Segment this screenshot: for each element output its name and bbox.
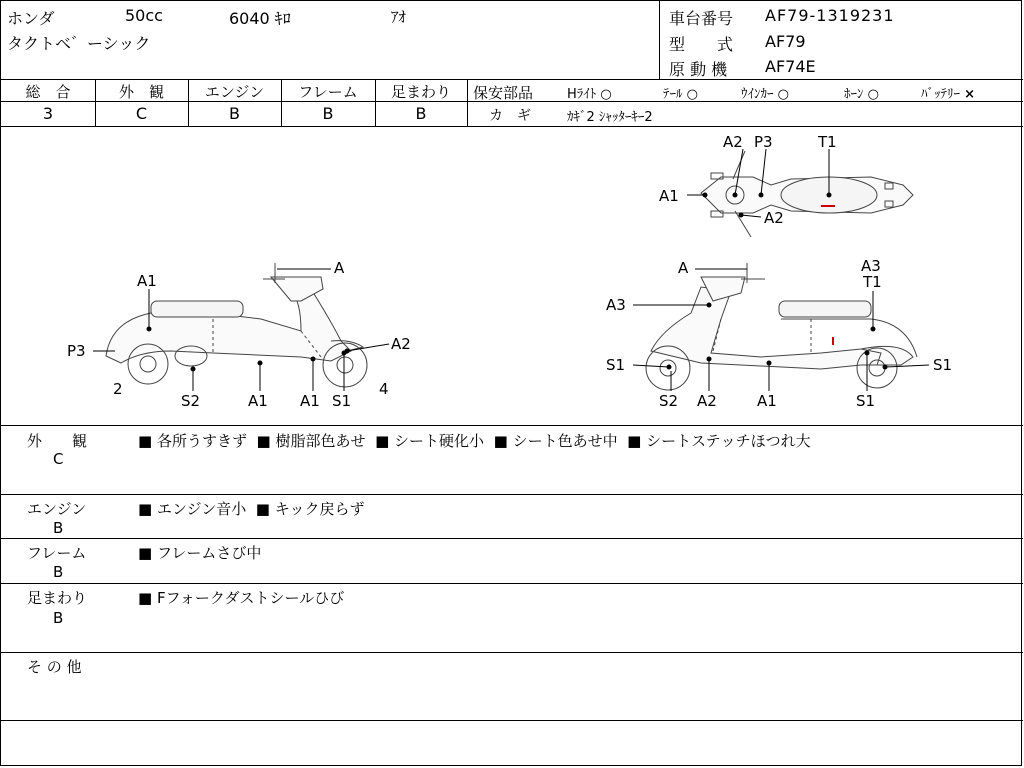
right-label: A2 bbox=[697, 392, 717, 410]
top-label: A2 bbox=[723, 133, 743, 151]
top-label: A2 bbox=[764, 209, 784, 227]
notes-rule bbox=[1, 583, 1023, 584]
note-items-exterior: ■ 各所うすきず ■ 樹脂部色あせ ■ シート硬化小 ■ シート色あせ中 ■ シートステッチほつれ大 bbox=[138, 432, 811, 450]
right-label: S1 bbox=[606, 356, 626, 374]
right-label: A3 bbox=[606, 296, 626, 314]
model-code: AF79 bbox=[765, 32, 806, 51]
grade-exterior: C bbox=[135, 104, 148, 123]
left-label: A bbox=[334, 259, 345, 277]
left-label: A1 bbox=[137, 272, 157, 290]
frame-no-label: 車台番号 bbox=[669, 9, 734, 28]
grade-col-divider bbox=[467, 79, 468, 126]
right-label: A3 bbox=[861, 257, 881, 275]
left-label: P3 bbox=[67, 342, 86, 360]
key-label: カ ギ bbox=[489, 108, 531, 124]
note-items-engine: ■ エンジン音小 ■ キック戻らず bbox=[138, 500, 365, 518]
color: ｱｵ bbox=[391, 8, 407, 26]
grade-suspension: B bbox=[415, 104, 427, 123]
right-label: S2 bbox=[659, 392, 679, 410]
key-value: ｶｷﾞ2 ｼｬｯﾀｰｷｰ2 bbox=[567, 110, 653, 125]
safety-label: 保安部品 bbox=[473, 84, 534, 102]
engine-code: AF74E bbox=[765, 57, 816, 76]
right-label: S1 bbox=[856, 392, 876, 410]
note-title-other: そ の 他 bbox=[27, 658, 82, 676]
grade-header-exterior: 外 観 bbox=[118, 83, 164, 101]
grade-header-frame: フレーム bbox=[298, 83, 358, 101]
note-title-suspension: 足まわり bbox=[27, 589, 88, 607]
top-label: A1 bbox=[659, 187, 679, 205]
safety-item-tail: ﾃｰﾙ ○ bbox=[663, 87, 698, 102]
top-label: P3 bbox=[754, 133, 773, 151]
grade-header-suspension: 足まわり bbox=[390, 83, 451, 101]
left-label: 4 bbox=[379, 380, 389, 398]
notes-rule bbox=[1, 652, 1023, 653]
scooter-diagram bbox=[1, 127, 1023, 425]
top-label: T1 bbox=[818, 133, 837, 151]
right-label: A bbox=[678, 259, 689, 277]
header-divider bbox=[659, 1, 660, 79]
notes-bottom-rule bbox=[1, 720, 1023, 721]
left-label: A1 bbox=[300, 392, 320, 410]
header-rule bbox=[1, 79, 1023, 80]
safety-item-battery: ﾊﾞｯﾃﾘｰ × bbox=[921, 87, 976, 102]
right-label: S1 bbox=[933, 356, 953, 374]
model-label: 型 式 bbox=[669, 35, 734, 54]
note-title-engine: エンジン bbox=[27, 500, 87, 518]
left-label: 2 bbox=[113, 380, 123, 398]
note-items-frame: ■ フレームさび中 bbox=[138, 544, 262, 562]
grade-header-engine: エンジン bbox=[204, 83, 265, 101]
left-label: S2 bbox=[181, 392, 201, 410]
model-name: タクトベ゛ーシック bbox=[7, 34, 151, 53]
note-title-exterior: 外 観 bbox=[27, 432, 88, 450]
grade-frame: B bbox=[322, 104, 334, 123]
left-label: A1 bbox=[248, 392, 268, 410]
grade-overall: 3 bbox=[42, 104, 54, 123]
safety-item-horn: ﾎｰﾝ ○ bbox=[844, 87, 879, 102]
note-grade-frame: B bbox=[53, 563, 64, 581]
mileage: 6040 ｷﾛ bbox=[229, 9, 291, 28]
notes-rule bbox=[1, 538, 1023, 539]
safety-item-winker: ｳｲﾝｶｰ ○ bbox=[741, 87, 789, 102]
safety-item-headlight: Hﾗｲﾄ ○ bbox=[567, 87, 612, 102]
right-label: A1 bbox=[757, 392, 777, 410]
grade-engine: B bbox=[229, 104, 240, 123]
grade-header-overall: 総 合 bbox=[25, 83, 71, 101]
note-grade-exterior: C bbox=[53, 450, 64, 468]
note-grade-engine: B bbox=[53, 519, 64, 537]
displacement: 50cc bbox=[125, 6, 163, 25]
notes-rule bbox=[1, 494, 1023, 495]
maker: ホンダ bbox=[7, 9, 55, 28]
notes-top-rule bbox=[1, 425, 1023, 426]
note-items-suspension: ■ Fフォークダストシールひび bbox=[138, 589, 345, 607]
left-label: S1 bbox=[332, 392, 352, 410]
right-label: T1 bbox=[863, 273, 882, 291]
note-title-frame: フレーム bbox=[27, 544, 87, 562]
left-label: A2 bbox=[391, 335, 411, 353]
frame-no: AF79-1319231 bbox=[765, 6, 895, 25]
note-grade-suspension: B bbox=[53, 609, 64, 627]
engine-label: 原 動 機 bbox=[669, 60, 728, 79]
